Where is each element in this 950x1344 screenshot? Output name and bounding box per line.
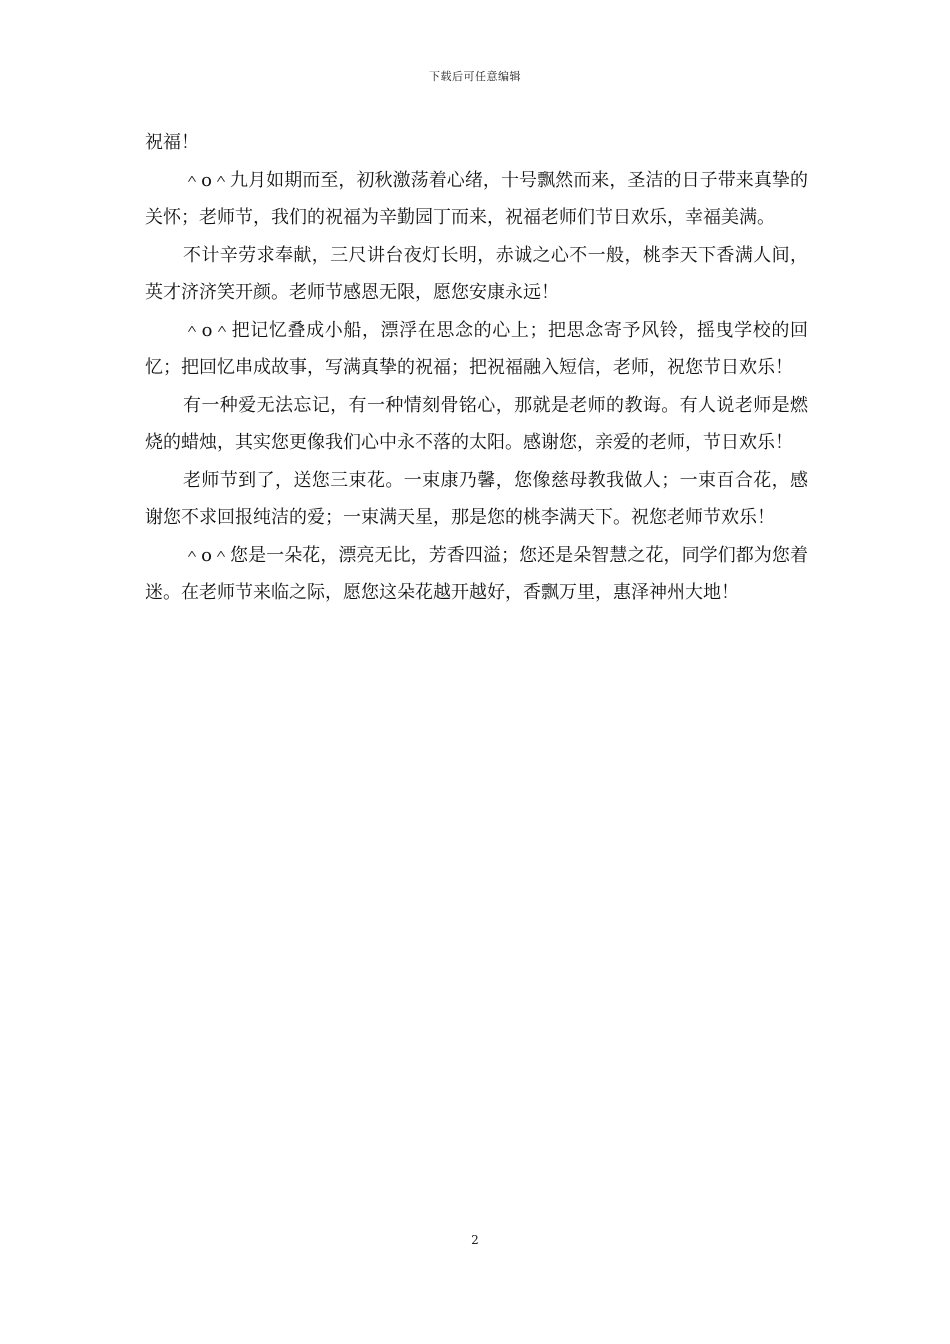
paragraph: 祝福！ bbox=[145, 132, 199, 153]
document-body bbox=[145, 124, 808, 612]
page-number: 2 bbox=[471, 1233, 479, 1247]
paragraph: 有一种爱无法忘记，有一种情刻骨铭心，那就是老师的教诲。有人说老师是燃烧的蜡烛，其实您更像我们心中永不落的太阳。感谢您，亲爱的老师，节日欢乐！ bbox=[145, 394, 808, 453]
paragraph: ＾o＾您是一朵花，漂亮无比，芳香四溢；您还是朵智慧之花，同学们都为您着迷。在老师节来临之际，愿您这朵花越开越好，香飘万里，惠泽神州大地！ bbox=[145, 544, 808, 603]
paragraph: 老师节到了，送您三束花。一束康乃馨，您像慈母教我做人；一束百合花，感谢您不求回报纯洁的爱；一束满天星，那是您的桃李满天下。祝您老师节欢乐！ bbox=[145, 469, 808, 528]
paragraph: ＾o＾把记忆叠成小船，漂浮在思念的心上；把思念寄予风铃，摇曳学校的回忆；把回忆串成故事，写满真挚的祝福；把祝福融入短信，老师，祝您节日欢乐！ bbox=[145, 319, 808, 378]
page-header: 下载后可任意编辑 bbox=[429, 70, 521, 83]
paragraph: ＾o＾九月如期而至，初秋激荡着心绪，十号飘然而来，圣洁的日子带来真挚的关怀；老师节，我们的祝福为辛勤园丁而来，祝福老师们节日欢乐，幸福美满。 bbox=[145, 169, 808, 228]
paragraph: 不计辛劳求奉献，三尺讲台夜灯长明，赤诚之心不一般，桃李天下香满人间，英才济济笑开颜。老师节感恩无限，愿您安康永远！ bbox=[145, 244, 808, 303]
